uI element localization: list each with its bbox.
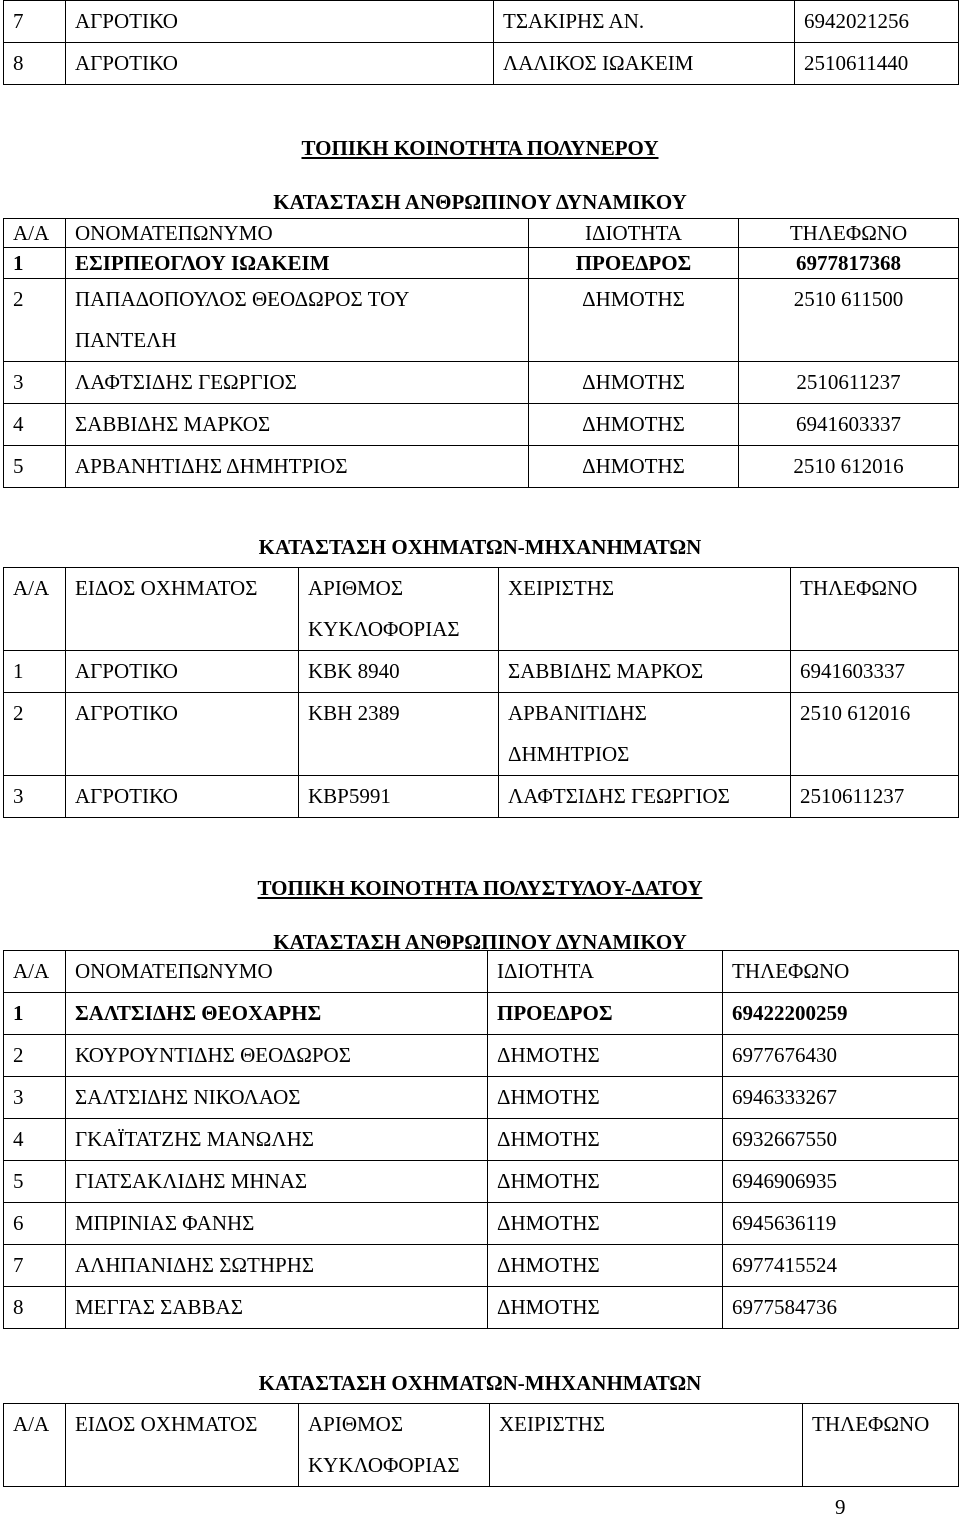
phone-number: 2510 612016: [791, 693, 959, 776]
row-number: 3: [4, 362, 66, 404]
row-number: 3: [4, 1077, 66, 1119]
top-vehicles-table: [3, 0, 959, 85]
row-number: 6: [4, 1203, 66, 1245]
header-aa: Α/Α: [4, 951, 66, 993]
header-plate: [299, 568, 499, 651]
operator-line-1: ΑΡΒΑΝΙΤΙΔΗΣ: [508, 701, 647, 725]
row-number: 2: [4, 693, 66, 776]
operator-name: ΛΑΛΙΚΟΣ ΙΩΑΚΕΙΜ: [494, 43, 795, 85]
header-plate-line-2: ΚΥΚΛΟΦΟΡΙΑΣ: [308, 617, 460, 641]
table-row: [4, 248, 959, 279]
person-name: ΑΛΗΠΑΝΙΔΗΣ ΣΩΤΗΡΗΣ: [66, 1245, 488, 1287]
header-plate-line-1: ΑΡΙΘΜΟΣ: [308, 576, 404, 600]
header-phone: ΤΗΛΕΦΩΝΟ: [791, 568, 959, 651]
row-number: 1: [4, 248, 66, 279]
person-phone: 2510611237: [739, 362, 959, 404]
plate-number: ΚΒΚ 8940: [299, 651, 499, 693]
person-role: ΔΗΜΟΤΗΣ: [488, 1245, 723, 1287]
row-number: 4: [4, 1119, 66, 1161]
personnel-table: [3, 950, 959, 1329]
person-name: ΣΑΛΤΣΙΔΗΣ ΝΙΚΟΛΑΟΣ: [66, 1077, 488, 1119]
person-phone: 6977415524: [723, 1245, 959, 1287]
header-phone: ΤΗΛΕΦΩΝΟ: [803, 1404, 959, 1487]
person-role: ΔΗΜΟΤΗΣ: [529, 446, 739, 488]
person-name: ΕΣΙΡΠΕΟΓΛΟΥ ΙΩΑΚΕΙΜ: [66, 248, 529, 279]
section-title: ΤΟΠΙΚΗ ΚΟΙΝΟΤΗΤΑ ΠΟΛΥΝΕΡΟΥ: [301, 136, 659, 160]
person-role: ΠΡΟΕΔΡΟΣ: [488, 993, 723, 1035]
table-header-row: [4, 1404, 959, 1487]
person-role: ΔΗΜΟΤΗΣ: [529, 404, 739, 446]
row-number: 3: [4, 776, 66, 818]
header-name: ΟΝΟΜΑΤΕΠΩΝΥΜΟ: [66, 951, 488, 993]
operator-name: ΛΑΦΤΣΙΔΗΣ ΓΕΩΡΓΙΟΣ: [499, 776, 791, 818]
vehicles-table: [3, 1403, 959, 1487]
row-number: 7: [4, 1, 66, 43]
header-role: ΙΔΙΟΤΗΤΑ: [488, 951, 723, 993]
table-row: [4, 1161, 959, 1203]
plate-number: ΚΒΡ5991: [299, 776, 499, 818]
phone-number: 2510611237: [791, 776, 959, 818]
section-title: ΤΟΠΙΚΗ ΚΟΙΝΟΤΗΤΑ ΠΟΛΥΣΤΥΛΟΥ-ΔΑΤΟΥ: [257, 876, 703, 900]
header-vehicle-type: ΕΙΔΟΣ ΟΧΗΜΑΤΟΣ: [66, 1404, 299, 1487]
person-phone: 6946333267: [723, 1077, 959, 1119]
person-phone: 69422200259: [723, 993, 959, 1035]
person-name: ΚΟΥΡΟΥΝΤΙΔΗΣ ΘΕΟΔΩΡΟΣ: [66, 1035, 488, 1077]
vehicles-table: [3, 567, 959, 818]
plate-number: ΚΒΗ 2389: [299, 693, 499, 776]
person-role: ΔΗΜΟΤΗΣ: [488, 1161, 723, 1203]
phone-number: 6942021256: [795, 1, 959, 43]
table-row: [4, 446, 959, 488]
table-row: [4, 693, 959, 776]
vehicle-type: ΑΓΡΟΤΙΚΟ: [66, 693, 299, 776]
person-name: ΛΑΦΤΣΙΔΗΣ ΓΕΩΡΓΙΟΣ: [66, 362, 529, 404]
personnel-heading: ΚΑΤΑΣΤΑΣΗ ΑΝΘΡΩΠΙΝΟΥ ΔΥΝΑΜΙΚΟΥ: [273, 930, 687, 954]
person-name: ΣΑΒΒΙΔΗΣ ΜΑΡΚΟΣ: [66, 404, 529, 446]
table-row: [4, 1287, 959, 1329]
person-phone: 6941603337: [739, 404, 959, 446]
header-aa: Α/Α: [4, 1404, 66, 1487]
row-number: 7: [4, 1245, 66, 1287]
vehicles-heading: ΚΑΤΑΣΤΑΣΗ ΟΧΗΜΑΤΩΝ-ΜΗΧΑΝΗΜΑΤΩΝ: [258, 1371, 702, 1395]
table-row: [4, 362, 959, 404]
person-phone: 2510 611500: [739, 279, 959, 362]
table-row: [4, 1119, 959, 1161]
table-header-row: [4, 219, 959, 248]
table-row: [4, 993, 959, 1035]
person-name: ΓΙΑΤΣΑΚΛΙΔΗΣ ΜΗΝΑΣ: [66, 1161, 488, 1203]
person-name: ΜΕΓΓΑΣ ΣΑΒΒΑΣ: [66, 1287, 488, 1329]
table-row: [4, 404, 959, 446]
table-row: [4, 1203, 959, 1245]
vehicle-type: ΑΓΡΟΤΙΚΟ: [66, 1, 494, 43]
person-role: ΔΗΜΟΤΗΣ: [488, 1203, 723, 1245]
header-operator: ΧΕΙΡΙΣΤΗΣ: [499, 568, 791, 651]
operator-name: ΤΣΑΚΙΡΗΣ ΑΝ.: [494, 1, 795, 43]
row-number: 5: [4, 446, 66, 488]
phone-number: 6941603337: [791, 651, 959, 693]
table-row: [4, 43, 959, 85]
person-phone: 6977676430: [723, 1035, 959, 1077]
table-row: [4, 776, 959, 818]
phone-number: 2510611440: [795, 43, 959, 85]
vehicle-type: ΑΓΡΟΤΙΚΟ: [66, 776, 299, 818]
person-phone: 6977817368: [739, 248, 959, 279]
person-role: ΔΗΜΟΤΗΣ: [488, 1077, 723, 1119]
row-number: 8: [4, 1287, 66, 1329]
table-header-row: [4, 568, 959, 651]
row-number: 2: [4, 1035, 66, 1077]
person-phone: 2510 612016: [739, 446, 959, 488]
person-name: [66, 279, 529, 362]
person-name: ΓΚΑΪΤΑΤΖΗΣ ΜΑΝΩΛΗΣ: [66, 1119, 488, 1161]
person-phone: 6946906935: [723, 1161, 959, 1203]
row-number: 4: [4, 404, 66, 446]
person-phone: 6977584736: [723, 1287, 959, 1329]
personnel-table: [3, 218, 959, 488]
page-number: 9: [835, 1495, 846, 1519]
vehicle-type: ΑΓΡΟΤΙΚΟ: [66, 43, 494, 85]
header-phone: ΤΗΛΕΦΩΝΟ: [723, 951, 959, 993]
header-phone: ΤΗΛΕΦΩΝΟ: [739, 219, 959, 248]
person-role: ΔΗΜΟΤΗΣ: [529, 279, 739, 362]
header-vehicle-type: ΕΙΔΟΣ ΟΧΗΜΑΤΟΣ: [66, 568, 299, 651]
row-number: 5: [4, 1161, 66, 1203]
person-role: ΠΡΟΕΔΡΟΣ: [529, 248, 739, 279]
person-name: ΣΑΛΤΣΙΔΗΣ ΘΕΟΧΑΡΗΣ: [66, 993, 488, 1035]
vehicles-heading: ΚΑΤΑΣΤΑΣΗ ΟΧΗΜΑΤΩΝ-ΜΗΧΑΝΗΜΑΤΩΝ: [258, 535, 702, 559]
name-line-1: ΠΑΠΑΔΟΠΟΥΛΟΣ ΘΕΟΔΩΡΟΣ ΤΟΥ: [75, 287, 410, 311]
personnel-heading: ΚΑΤΑΣΤΑΣΗ ΑΝΘΡΩΠΙΝΟΥ ΔΥΝΑΜΙΚΟΥ: [273, 190, 687, 214]
person-phone: 6945636119: [723, 1203, 959, 1245]
operator-name: ΣΑΒΒΙΔΗΣ ΜΑΡΚΟΣ: [499, 651, 791, 693]
header-role: ΙΔΙΟΤΗΤΑ: [529, 219, 739, 248]
name-line-2: ΠΑΝΤΕΛΗ: [75, 328, 177, 352]
table-row: [4, 1245, 959, 1287]
person-role: ΔΗΜΟΤΗΣ: [488, 1287, 723, 1329]
operator-name: [499, 693, 791, 776]
table-row: [4, 1077, 959, 1119]
person-name: ΜΠΡΙΝΙΑΣ ΦΑΝΗΣ: [66, 1203, 488, 1245]
table-header-row: [4, 951, 959, 993]
row-number: 8: [4, 43, 66, 85]
row-number: 1: [4, 651, 66, 693]
header-operator: ΧΕΙΡΙΣΤΗΣ: [490, 1404, 803, 1487]
row-number: 2: [4, 279, 66, 362]
table-row: [4, 279, 959, 362]
table-row: [4, 1, 959, 43]
person-role: ΔΗΜΟΤΗΣ: [529, 362, 739, 404]
header-name: ΟΝΟΜΑΤΕΠΩΝΥΜΟ: [66, 219, 529, 248]
person-role: ΔΗΜΟΤΗΣ: [488, 1035, 723, 1077]
header-plate-line-2: ΚΥΚΛΟΦΟΡΙΑΣ: [308, 1453, 460, 1477]
header-aa: Α/Α: [4, 568, 66, 651]
person-role: ΔΗΜΟΤΗΣ: [488, 1119, 723, 1161]
table-row: [4, 1035, 959, 1077]
header-aa: Α/Α: [4, 219, 66, 248]
vehicle-type: ΑΓΡΟΤΙΚΟ: [66, 651, 299, 693]
table-row: [4, 651, 959, 693]
person-name: ΑΡΒΑΝΗΤΙΔΗΣ ΔΗΜΗΤΡΙΟΣ: [66, 446, 529, 488]
operator-line-2: ΔΗΜΗΤΡΙΟΣ: [508, 742, 630, 766]
person-phone: 6932667550: [723, 1119, 959, 1161]
row-number: 1: [4, 993, 66, 1035]
header-plate: [299, 1404, 490, 1487]
header-plate-line-1: ΑΡΙΘΜΟΣ: [308, 1412, 404, 1436]
